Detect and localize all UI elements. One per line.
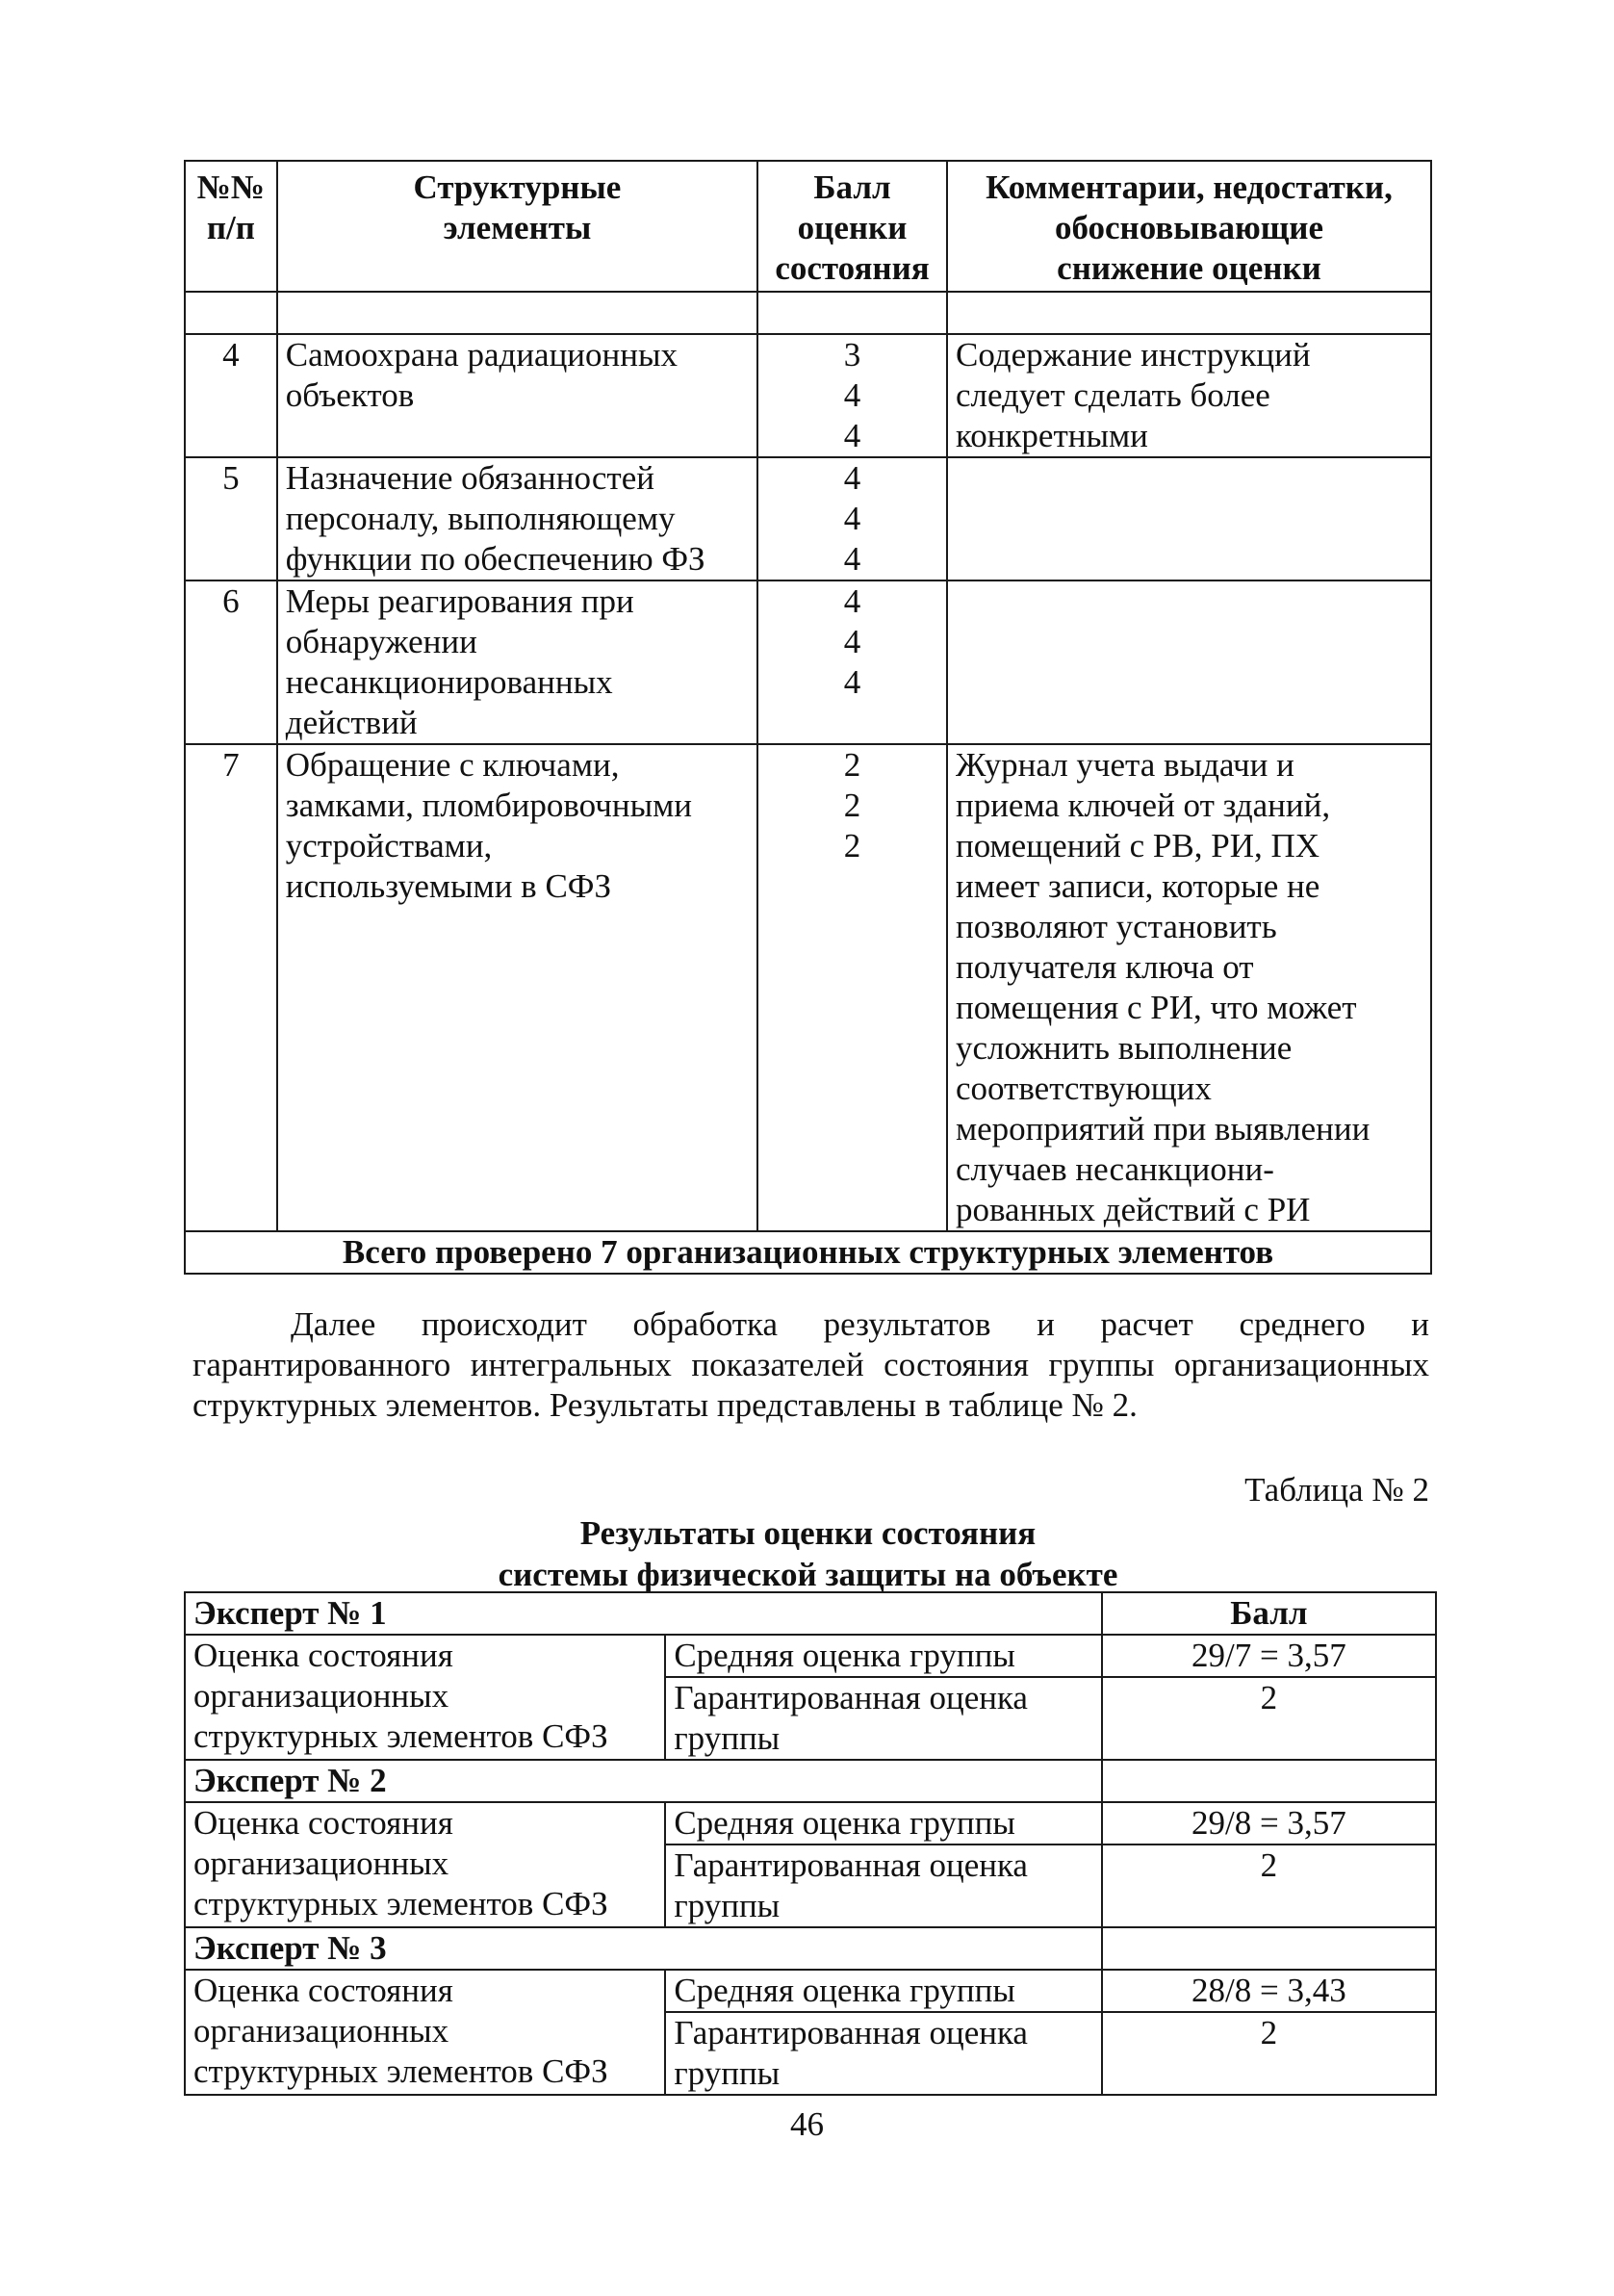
avg-value: 29/8 = 3,57: [1102, 1802, 1436, 1845]
avg-label: Средняя оценка группы: [665, 1635, 1101, 1677]
expert-name: Эксперт № 1: [185, 1592, 1102, 1635]
table-row: [185, 580, 1431, 744]
guar-value: 2: [1102, 2012, 1436, 2095]
expert-header-row: [185, 1592, 1436, 1635]
table-row: [185, 457, 1431, 580]
row-scores: 2 2 2: [757, 744, 947, 1231]
expert-header-row: [185, 1927, 1436, 1970]
table-row: [185, 744, 1431, 1231]
avg-label: Средняя оценка группы: [665, 1802, 1101, 1845]
header-comment: Комментарии, недостатки, обосновывающие снижение оценки: [947, 161, 1431, 292]
expert-name: Эксперт № 3: [185, 1927, 1102, 1970]
table-row: [185, 334, 1431, 457]
total-row: [185, 1231, 1431, 1274]
row-num: 7: [185, 744, 277, 1231]
row-num: 6: [185, 580, 277, 744]
row-num: 4: [185, 334, 277, 457]
score-header: Балл: [1102, 1592, 1436, 1635]
row-scores: 4 4 4: [757, 457, 947, 580]
row-comment: Содержание инструкций следует сделать более конкретными: [947, 334, 1431, 457]
empty-row: [185, 292, 1431, 334]
header-score: Балл оценки состояния: [757, 161, 947, 292]
row-comment: [947, 580, 1431, 744]
table-number: Таблица № 2: [1244, 1471, 1429, 1509]
row-element: Обращение с ключами, замками, пломбировочными устройствами, используемыми в СФЗ: [277, 744, 757, 1231]
table-header-row: [185, 161, 1431, 292]
row-comment: [947, 457, 1431, 580]
avg-value: 29/7 = 3,57: [1102, 1635, 1436, 1677]
avg-value: 28/8 = 3,43: [1102, 1970, 1436, 2012]
page-number: 46: [790, 2105, 824, 2143]
row-comment: Журнал учета выдачи и приема ключей от зданий, помещений с РВ, РИ, ПХ имеет записи, которые не позволяют установить получателя ключа от помещения с РИ, что может усложнить выполнение соответствующих мероприятий при выявлении случаев несанкциони- рованных действий с РИ: [947, 744, 1431, 1231]
expert-header-row: [185, 1760, 1436, 1802]
guar-label: Гарантированная оценка группы: [665, 1677, 1101, 1760]
object-label: Оценка состояния организационных структурных элементов СФЗ: [185, 1802, 665, 1927]
row-scores: 3 4 4: [757, 334, 947, 457]
table2-title: Результаты оценки состояния системы физической защиты на объекте: [498, 1514, 1118, 1593]
row-element: Меры реагирования при обнаружении несанкционированных действий: [277, 580, 757, 744]
table-row: [185, 1802, 1436, 1845]
row-scores: 4 4 4: [757, 580, 947, 744]
body-paragraph: Далее происходит обработка результатов и расчет среднего и гарантированного интегральных показателей состояния группы организационных структурных элементов. Результаты представлены в таблице № 2.: [192, 1305, 1429, 1424]
guar-value: 2: [1102, 1677, 1436, 1760]
expert-name: Эксперт № 2: [185, 1760, 1102, 1802]
total-text: Всего проверено 7 организационных структурных элементов: [185, 1231, 1431, 1274]
row-num: 5: [185, 457, 277, 580]
table-row: [185, 1635, 1436, 1677]
table-row: [185, 1970, 1436, 2012]
header-element: Структурные элементы: [277, 161, 757, 292]
header-num: №№ п/п: [185, 161, 277, 292]
object-label: Оценка состояния организационных структурных элементов СФЗ: [185, 1635, 665, 1760]
guar-value: 2: [1102, 1845, 1436, 1927]
guar-label: Гарантированная оценка группы: [665, 1845, 1101, 1927]
object-label: Оценка состояния организационных структурных элементов СФЗ: [185, 1970, 665, 2095]
structural-elements-table: [184, 160, 1432, 1275]
avg-label: Средняя оценка группы: [665, 1970, 1101, 2012]
row-element: Назначение обязанностей персоналу, выполняющему функции по обеспечению ФЗ: [277, 457, 757, 580]
row-element: Самоохрана радиационных объектов: [277, 334, 757, 457]
guar-label: Гарантированная оценка группы: [665, 2012, 1101, 2095]
results-table: [184, 1591, 1437, 2096]
